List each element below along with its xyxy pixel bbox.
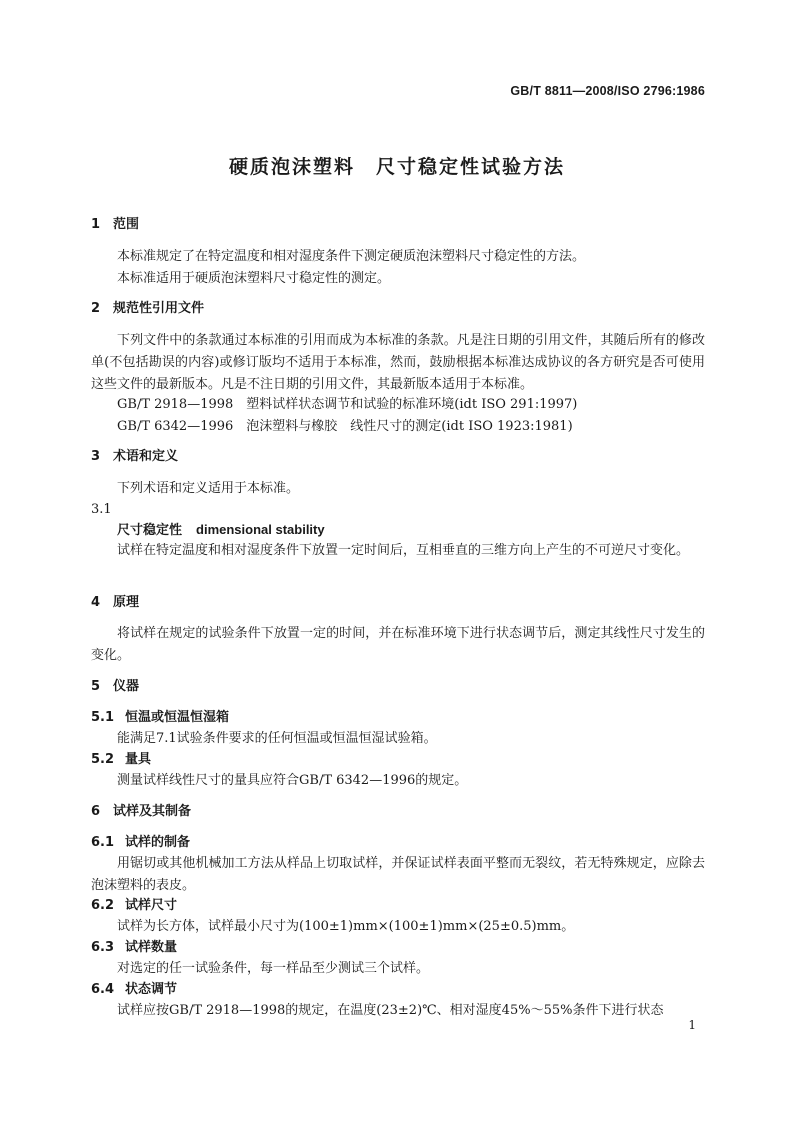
subsection-5-2-heading <box>91 749 705 771</box>
section-3-para-1: 下列术语和定义适用于本标准。 <box>117 481 300 496</box>
subsection-5-1-heading <box>91 707 705 729</box>
term-heading <box>117 519 325 542</box>
subsection-number: 6.1 <box>91 835 115 850</box>
subsection-number: 5.1 <box>91 710 115 725</box>
section-6-heading <box>91 801 705 823</box>
section-4-para-1: 将试样在规定的试验条件下放置一定的时间，并在标准环境下进行状态调节后，测定其线性尺寸发生的变化。 <box>91 626 705 663</box>
reference-2: GB/T 6342—1996 泡沫塑料与橡胶 线性尺寸的测定(idt ISO 1923:1981) <box>117 419 573 434</box>
standard-code: GB/T 8811—2008/ISO 2796:1986 <box>510 84 705 98</box>
reference-1: GB/T 2918—1998 塑料试样状态调节和试验的标准环境(idt ISO 291:1997) <box>117 397 578 412</box>
section-4-heading <box>91 592 705 614</box>
page-number: 1 <box>688 1018 696 1032</box>
subsection-title: 试样尺寸 <box>125 898 178 913</box>
subsection-number: 6.2 <box>91 898 115 913</box>
subsection-number: 5.2 <box>91 752 115 767</box>
subsection-title: 量具 <box>125 752 152 767</box>
subsection-6-3-para: 对选定的任一试验条件，每一样品至少测试三个试样。 <box>117 961 430 976</box>
section-number: 5 <box>91 679 101 694</box>
section-1-heading <box>91 214 705 236</box>
section-title: 范围 <box>113 217 140 232</box>
subsection-6-4-heading <box>91 979 705 1001</box>
section-number: 3 <box>91 449 101 464</box>
section-1-para-1: 本标准规定了在特定温度和相对湿度条件下测定硬质泡沫塑料尺寸稳定性的方法。 <box>117 249 586 264</box>
term-english: dimensional stability <box>196 522 325 537</box>
term-chinese: 尺寸稳定性 <box>117 523 183 538</box>
subsection-6-3-heading <box>91 937 705 959</box>
section-title: 试样及其制备 <box>113 804 192 819</box>
subsection-title: 试样数量 <box>125 940 178 955</box>
section-title: 仪器 <box>113 679 140 694</box>
subsection-number: 6.3 <box>91 940 115 955</box>
section-title: 原理 <box>113 595 140 610</box>
section-number: 1 <box>91 217 101 232</box>
section-title: 术语和定义 <box>113 449 179 464</box>
subsection-number: 6.4 <box>91 982 115 997</box>
subsection-6-1-heading <box>91 832 705 854</box>
section-number: 4 <box>91 595 101 610</box>
subsection-title: 恒温或恒温恒湿箱 <box>125 710 230 725</box>
subsection-3-1-number: 3.1 <box>91 502 112 517</box>
section-2-para-1: 下列文件中的条款通过本标准的引用而成为本标准的条款。凡是注日期的引用文件，其随后所有的修改单(不包括勘误的内容)或修订版均不适用于本标准，然而，鼓励根据本标准达成协议的各方研究是否可使用这些文件的最新版本。凡是不注日期的引用文件，其最新版本适用于本标准。 <box>91 333 705 392</box>
subsection-6-2-para: 试样为长方体，试样最小尺寸为(100±1)mm×(100±1)mm×(25±0.5)mm。 <box>117 919 575 934</box>
section-title: 规范性引用文件 <box>113 301 205 316</box>
section-1-para-2: 本标准适用于硬质泡沫塑料尺寸稳定性的测定。 <box>117 271 391 286</box>
section-number: 6 <box>91 804 101 819</box>
subsection-5-2-para: 测量试样线性尺寸的量具应符合GB/T 6342—1996的规定。 <box>117 773 468 788</box>
subsection-6-4-para: 试样应按GB/T 2918—1998的规定，在温度(23±2)℃、相对湿度45%～55%条件下进行状态 <box>117 1003 664 1018</box>
subsection-6-2-heading <box>91 895 705 917</box>
subsection-5-1-para: 能满足7.1试验条件要求的任何恒温或恒温恒湿试验箱。 <box>117 731 437 746</box>
section-3-heading <box>91 446 705 468</box>
section-number: 2 <box>91 301 101 316</box>
page-title: 硬质泡沫塑料 尺寸稳定性试验方法 <box>228 156 565 178</box>
subsection-6-1-para: 用锯切或其他机械加工方法从样品上切取试样，并保证试样表面平整而无裂纹，若无特殊规定，应除去泡沫塑料的表皮。 <box>91 856 705 893</box>
section-5-heading <box>91 676 705 698</box>
section-2-heading <box>91 298 705 320</box>
subsection-title: 试样的制备 <box>125 835 191 850</box>
subsection-title: 状态调节 <box>125 982 178 997</box>
term-definition: 试样在特定温度和相对湿度条件下放置一定时间后，互相垂直的三维方向上产生的不可逆尺寸变化。 <box>117 543 690 558</box>
